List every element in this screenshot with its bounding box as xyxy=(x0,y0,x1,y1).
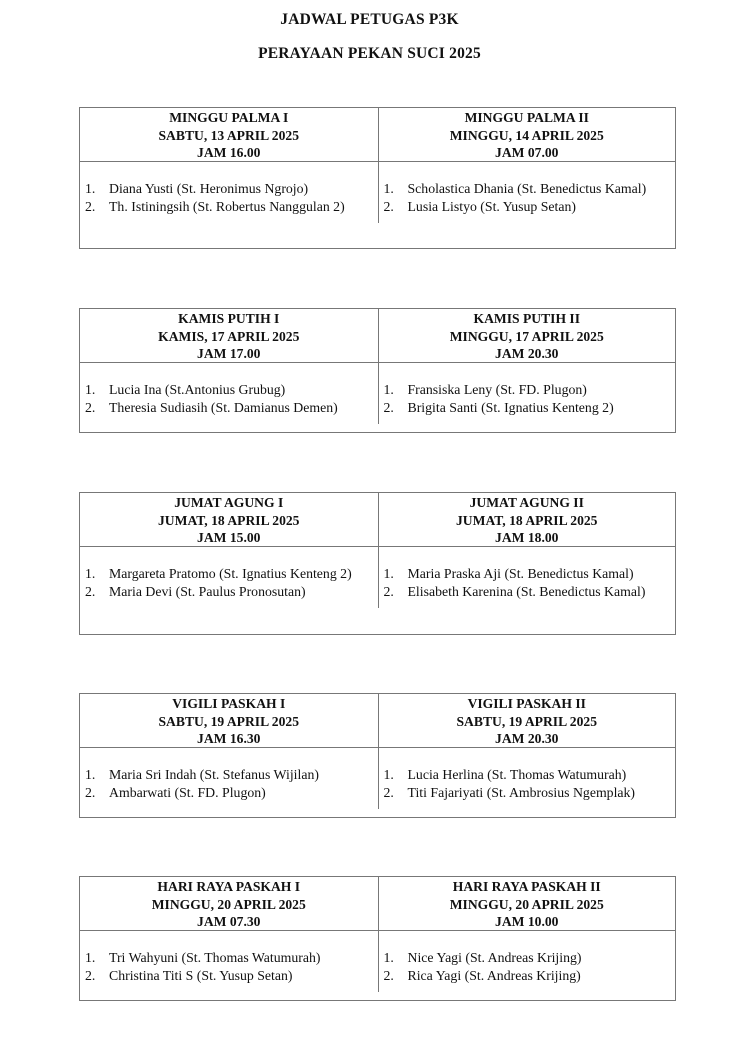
list-item xyxy=(85,198,370,216)
list-item xyxy=(384,565,668,583)
officer-name: Lucia Herlina (St. Thomas Watumurah) xyxy=(407,767,627,782)
session-time: JAM 07.30 xyxy=(197,914,261,929)
table-header-row xyxy=(80,309,675,363)
officer-list-left xyxy=(80,547,378,608)
session-time: JAM 07.00 xyxy=(495,145,559,160)
officer-name: Scholastica Dhania (St. Benedictus Kamal) xyxy=(407,181,647,196)
session-time: JAM 16.30 xyxy=(197,731,261,746)
officer-name: Rica Yagi (St. Andreas Krijing) xyxy=(407,967,581,983)
officer-name: Margareta Pratomo (St. Ignatius Kenteng 2) xyxy=(109,566,352,581)
schedule-table-minggu-palma xyxy=(79,107,676,249)
session-name: VIGILI PASKAH II xyxy=(467,696,586,711)
table-header-row xyxy=(80,108,675,162)
list-item xyxy=(85,381,370,399)
session-date: KAMIS, 17 APRIL 2025 xyxy=(158,328,300,344)
session-date: SABTU, 13 APRIL 2025 xyxy=(158,127,299,143)
session-name: HARI RAYA PASKAH II xyxy=(452,879,601,894)
list-number: 1. xyxy=(383,767,394,782)
session-header-left xyxy=(80,493,378,546)
officer-list-right xyxy=(378,547,676,608)
session-name: JUMAT AGUNG II xyxy=(469,495,584,510)
list-number: 2. xyxy=(85,583,96,599)
session-time: JAM 17.00 xyxy=(197,346,261,361)
table-body-row xyxy=(80,162,675,223)
schedule-table-hari-raya-paskah xyxy=(79,876,676,1001)
officer-list-right xyxy=(378,748,676,809)
officer-list-left xyxy=(80,363,378,424)
session-date: MINGGU, 14 APRIL 2025 xyxy=(449,127,604,143)
session-header-left xyxy=(80,309,378,362)
officer-name: Ambarwati (St. FD. Plugon) xyxy=(109,784,266,800)
table-header-row xyxy=(80,694,675,748)
list-number: 2. xyxy=(85,399,96,415)
list-number: 2. xyxy=(85,967,96,983)
session-header-left xyxy=(80,108,378,161)
list-item xyxy=(85,565,370,583)
list-number: 1. xyxy=(383,382,394,397)
session-name: MINGGU PALMA II xyxy=(464,110,589,125)
table-header-row xyxy=(80,877,675,931)
officer-name: Nice Yagi (St. Andreas Krijing) xyxy=(407,950,582,965)
session-date: SABTU, 19 APRIL 2025 xyxy=(158,713,299,729)
officer-name: Fransiska Leny (St. FD. Plugon) xyxy=(407,382,587,397)
session-header-right xyxy=(378,108,676,161)
list-item xyxy=(384,784,668,802)
list-number: 1. xyxy=(383,181,394,196)
list-number: 1. xyxy=(85,767,96,782)
list-number: 2. xyxy=(85,198,96,214)
table-body-row xyxy=(80,931,675,992)
list-item xyxy=(384,967,668,985)
session-header-right xyxy=(378,877,676,930)
session-header-right xyxy=(378,694,676,747)
officer-list-right xyxy=(378,162,676,223)
session-header-left xyxy=(80,694,378,747)
officer-list-left xyxy=(80,748,378,809)
list-item xyxy=(85,784,370,802)
session-header-right xyxy=(378,493,676,546)
page-title: JADWAL PETUGAS P3K xyxy=(280,11,459,28)
officer-name: Th. Istiningsih (St. Robertus Nanggulan 2) xyxy=(109,198,345,214)
session-header-left xyxy=(80,877,378,930)
list-item xyxy=(85,583,370,601)
session-name: JUMAT AGUNG I xyxy=(174,495,284,510)
list-item xyxy=(85,766,370,784)
officer-name: Lucia Ina (St.Antonius Grubug) xyxy=(109,382,286,397)
session-time: JAM 10.00 xyxy=(495,914,559,929)
officer-name: Elisabeth Karenina (St. Benedictus Kamal) xyxy=(407,583,646,599)
session-time: JAM 16.00 xyxy=(197,145,261,160)
session-name: KAMIS PUTIH II xyxy=(473,311,580,326)
list-number: 2. xyxy=(383,784,394,800)
officer-list-left xyxy=(80,931,378,992)
table-header-row xyxy=(80,493,675,547)
session-time: JAM 18.00 xyxy=(495,530,559,545)
list-item xyxy=(384,198,668,216)
schedule-table-vigili-paskah xyxy=(79,693,676,818)
officer-name: Diana Yusti (St. Heronimus Ngrojo) xyxy=(109,181,309,196)
table-body-row xyxy=(80,748,675,809)
session-date: SABTU, 19 APRIL 2025 xyxy=(456,713,597,729)
officer-name: Maria Sri Indah (St. Stefanus Wijilan) xyxy=(109,767,319,782)
schedule-table-jumat-agung xyxy=(79,492,676,635)
list-number: 2. xyxy=(383,967,394,983)
officer-name: Tri Wahyuni (St. Thomas Watumurah) xyxy=(109,950,321,965)
officer-list-right xyxy=(378,363,676,424)
session-name: VIGILI PASKAH I xyxy=(172,696,286,711)
session-time: JAM 20.30 xyxy=(495,731,559,746)
list-item xyxy=(384,381,668,399)
session-name: HARI RAYA PASKAH I xyxy=(157,879,301,894)
officer-name: Brigita Santi (St. Ignatius Kenteng 2) xyxy=(407,399,614,415)
list-item xyxy=(384,180,668,198)
officer-name: Lusia Listyo (St. Yusup Setan) xyxy=(407,198,576,214)
list-number: 1. xyxy=(85,382,96,397)
list-item xyxy=(85,399,370,417)
list-number: 2. xyxy=(383,198,394,214)
list-number: 2. xyxy=(383,583,394,599)
list-item xyxy=(384,949,668,967)
list-number: 1. xyxy=(383,566,394,581)
officer-name: Maria Devi (St. Paulus Pronosutan) xyxy=(109,583,306,599)
officer-list-right xyxy=(378,931,676,992)
list-number: 1. xyxy=(85,566,96,581)
officer-name: Theresia Sudiasih (St. Damianus Demen) xyxy=(109,399,338,415)
list-number: 1. xyxy=(85,181,96,196)
officer-name: Titi Fajariyati (St. Ambrosius Ngemplak) xyxy=(407,784,636,800)
session-date: MINGGU, 20 APRIL 2025 xyxy=(449,896,604,912)
session-date: MINGGU, 17 APRIL 2025 xyxy=(449,328,604,344)
table-body-row xyxy=(80,547,675,608)
list-item xyxy=(85,949,370,967)
list-number: 2. xyxy=(383,399,394,415)
officer-name: Christina Titi S (St. Yusup Setan) xyxy=(109,967,293,983)
officer-list-left xyxy=(80,162,378,223)
session-header-right xyxy=(378,309,676,362)
list-number: 1. xyxy=(85,950,96,965)
list-item xyxy=(85,967,370,985)
session-time: JAM 20.30 xyxy=(495,346,559,361)
schedule-table-kamis-putih xyxy=(79,308,676,433)
list-number: 2. xyxy=(85,784,96,800)
list-item xyxy=(384,766,668,784)
session-date: JUMAT, 18 APRIL 2025 xyxy=(158,512,300,528)
session-time: JAM 15.00 xyxy=(197,530,261,545)
list-item xyxy=(384,399,668,417)
session-name: MINGGU PALMA I xyxy=(169,110,289,125)
table-body-row xyxy=(80,363,675,424)
session-date: MINGGU, 20 APRIL 2025 xyxy=(151,896,306,912)
list-number: 1. xyxy=(383,950,394,965)
session-name: KAMIS PUTIH I xyxy=(178,311,280,326)
list-item xyxy=(85,180,370,198)
list-item xyxy=(384,583,668,601)
page-subtitle: PERAYAAN PEKAN SUCI 2025 xyxy=(258,45,481,62)
officer-name: Maria Praska Aji (St. Benedictus Kamal) xyxy=(407,566,634,581)
session-date: JUMAT, 18 APRIL 2025 xyxy=(456,512,598,528)
